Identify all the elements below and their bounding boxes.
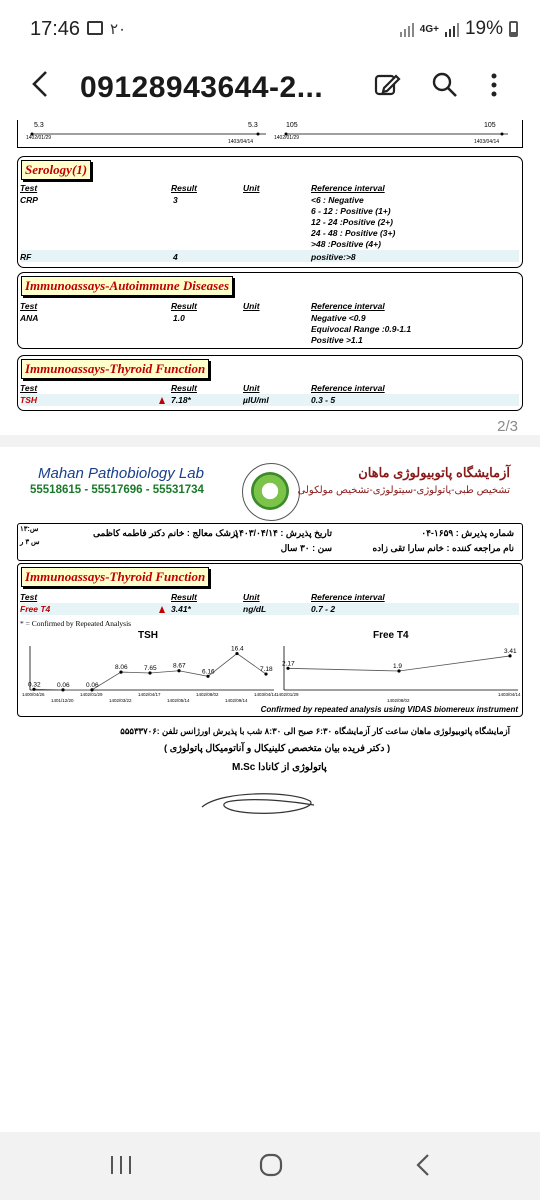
battery-percent: 19% <box>464 18 503 39</box>
lab-phones: 55518615 - 55517696 - 55531734 <box>30 484 204 496</box>
row-ref-line: 12 - 24 :Positive (2+) <box>311 217 393 227</box>
col-unit: Unit <box>243 301 260 311</box>
x-tick-label: 1403/04/14 <box>254 692 277 697</box>
row-result: 1.0 <box>173 313 185 323</box>
row-result: 7.18* <box>171 395 191 405</box>
col-result: Result <box>171 301 197 311</box>
data-label: 7.65 <box>144 665 157 672</box>
recent-apps-icon[interactable] <box>108 1150 134 1185</box>
top-chart-right-start-date: 1402/01/29 <box>274 135 300 141</box>
gallery-notification-icon <box>87 21 103 35</box>
col-test: Test <box>20 183 38 193</box>
row-ref-line: Negative <0.9 <box>311 313 366 323</box>
battery-icon <box>509 21 518 37</box>
serology-section <box>17 156 523 268</box>
x-tick-label: 1402/08/02 <box>196 692 219 697</box>
x-tick-label: 1403/04/14 <box>498 692 521 697</box>
row-ref-line: Equivocal Range :0.9-1.1 <box>311 324 412 334</box>
col-test: Test <box>20 592 38 602</box>
tsh-chart <box>22 642 277 706</box>
page-separator <box>0 435 540 447</box>
row-unit: ng/dL <box>243 604 267 614</box>
footer-hours: آزمایشگاه پاتوبیولوژی ماهان ساعت کار آزمایشگاه ۶:۳۰ صبح الی ۸:۳۰ شب با پذیرش اورژانس تلفن :۵۵۵۳۳۷۰۶ <box>120 726 510 736</box>
search-icon[interactable] <box>430 70 460 105</box>
more-vert-icon[interactable] <box>486 70 502 105</box>
col-unit: Unit <box>243 592 260 602</box>
thyroid-section <box>17 355 523 411</box>
row-test: CRP <box>20 195 38 205</box>
autoimmune-section <box>17 272 523 349</box>
system-navbar <box>0 1132 540 1200</box>
col-test: Test <box>20 301 38 311</box>
x-tick-label: 1402/05/14 <box>167 698 190 703</box>
footer-doctor: ( دکتر فریده بیان متخصص کلینیکال و آناتومیکال پاتولوژی ) <box>164 743 391 754</box>
patient-age: سن : ۳۰ سال <box>280 543 332 553</box>
home-icon[interactable] <box>258 1150 284 1185</box>
x-tick-label: 1400/04/26 <box>22 692 45 697</box>
row-highlight <box>21 603 519 615</box>
row-ref-line: 0.7 - 2 <box>311 604 336 614</box>
document-title: 09128943644-2... <box>80 71 324 104</box>
data-label: 7.18 <box>260 666 273 674</box>
row-test: TSH <box>20 395 37 405</box>
row-ref-line: 24 - 48 : Positive (3+) <box>311 228 396 238</box>
top-chart-right-end-value: 105 <box>484 122 496 129</box>
col-result: Result <box>171 383 197 393</box>
row-highlight <box>21 394 519 406</box>
row-unit: µIU/ml <box>243 395 269 405</box>
data-label: 0.06 <box>57 681 70 689</box>
data-label: 1.9 <box>393 663 403 670</box>
reception-date: تاریخ پذیرش : ۱۴۰۳/۰۴/۱۴ <box>234 528 332 538</box>
section-title: Immunoassays-Autoimmune Diseases <box>21 276 233 296</box>
top-chart-left-start-date: 1402/01/29 <box>26 135 52 141</box>
x-tick-label: 1402/09/14 <box>225 698 248 703</box>
x-tick-label: 1401/12/20 <box>51 698 74 703</box>
ft4-chart <box>276 642 521 706</box>
footer-training: پاتولوژی از کانادا M.Sc <box>232 762 327 773</box>
page-indicator: 2/3 <box>497 418 518 435</box>
data-label: 3.41 <box>504 647 517 655</box>
row-test: Free T4 <box>20 604 51 614</box>
section-title: Serology(1) <box>21 160 91 180</box>
x-tick-label: 1402/01/29 <box>80 692 103 697</box>
status-time: 17:46 <box>30 18 81 40</box>
col-reference: Reference interval <box>311 301 385 311</box>
report-page-3 <box>14 447 526 1147</box>
top-chart-left-end-date: 1403/04/14 <box>228 139 254 145</box>
lab-logo-emblem <box>251 472 289 510</box>
top-chart-right-end-date: 1403/04/14 <box>474 139 500 145</box>
top-chart-left-end-value: 5.3 <box>248 122 258 129</box>
cell-signal-icon <box>445 21 459 37</box>
top-chart-strip <box>17 120 523 148</box>
lab-services-persian: تشخیص طبی-پاتولوژی-سیتولوژی-تشخیص مولکولی <box>297 485 510 496</box>
wifi-signal-icon <box>400 21 414 37</box>
col-result: Result <box>171 592 197 602</box>
row-ref-line: 6 - 12 : Positive (1+) <box>311 206 391 216</box>
row-test: RF <box>20 252 32 262</box>
confirmed-note: * = Confirmed by Repeated Analysis <box>20 619 132 628</box>
x-tick-label: 1402/01/29 <box>276 692 299 697</box>
status-bar <box>0 0 540 60</box>
high-flag-icon <box>159 397 165 404</box>
data-label: 6.16 <box>202 668 215 676</box>
col-reference: Reference interval <box>311 592 385 602</box>
edit-icon[interactable] <box>372 70 402 105</box>
patient-info <box>17 523 523 561</box>
data-label: 2.17 <box>282 660 295 668</box>
tsh-chart-title: TSH <box>138 630 158 641</box>
data-label: 0.06 <box>86 681 99 689</box>
col-unit: Unit <box>243 383 260 393</box>
back-arrow-icon[interactable] <box>28 66 52 111</box>
x-tick-label: 1402/03/22 <box>109 698 132 703</box>
app-bar <box>0 60 540 120</box>
back-nav-icon[interactable] <box>410 1150 436 1185</box>
col-unit: Unit <box>243 183 260 193</box>
data-label: 16.4 <box>231 645 244 653</box>
data-label: 8.06 <box>115 664 128 672</box>
lab-name-persian: آزمایشگاه پاتوبیولوژی ماهان <box>358 465 510 480</box>
vidas-note: Confirmed by repeated analysis using VIDAS biomereux instrument <box>260 705 518 714</box>
col-reference: Reference interval <box>311 183 385 193</box>
patient-name: نام مراجعه کننده : خانم سارا تقی زاده <box>372 543 514 553</box>
row-ref-line: >48 :Positive (4+) <box>311 239 381 249</box>
x-tick-label: 1402/08/02 <box>387 698 410 703</box>
row-result: 4 <box>173 252 178 262</box>
notification-count: ۲۰ <box>110 21 127 38</box>
row-highlight <box>21 250 519 262</box>
top-chart-right-start-value: 105 <box>286 122 298 129</box>
data-label: 8.67 <box>173 662 186 670</box>
thyroid-section-2 <box>17 563 523 717</box>
lab-name-english: Mahan Pathobiology Lab <box>38 465 204 482</box>
reception-number: شماره پذیرش : ۱۶۵۹-۰۴ <box>421 528 514 538</box>
row-ref-line: positive:>8 <box>311 252 356 262</box>
row-result: 3.41* <box>171 604 191 614</box>
side-note-bottom: س ۳ ر <box>20 539 40 546</box>
status-right <box>400 18 518 40</box>
row-result: 3 <box>173 195 178 205</box>
signature <box>192 785 322 825</box>
side-note-top: س:۱۳ <box>20 526 39 533</box>
high-flag-icon <box>159 606 165 613</box>
row-ref-line: <6 : Negative <box>311 195 364 205</box>
x-tick-label: 1402/04/17 <box>138 692 161 697</box>
col-result: Result <box>171 183 197 193</box>
row-ref-line: Positive >1.1 <box>311 335 363 345</box>
section-title: Immunoassays-Thyroid Function <box>21 359 209 379</box>
report-page-2 <box>14 120 526 435</box>
col-test: Test <box>20 383 38 393</box>
section-title: Immunoassays-Thyroid Function <box>21 567 209 587</box>
col-reference: Reference interval <box>311 383 385 393</box>
ft4-chart-title: Free T4 <box>373 630 409 641</box>
referring-doctor: پزشک معالج : خانم دکتر فاطمه کاظمی <box>93 528 239 538</box>
lab-logo <box>242 463 300 521</box>
data-label: 0.32 <box>28 681 41 689</box>
top-chart-left-start-value: 5.3 <box>34 122 44 129</box>
network-type: 4G+ <box>419 23 439 35</box>
row-test: ANA <box>20 313 39 323</box>
row-ref-line: 0.3 - 5 <box>311 395 336 405</box>
